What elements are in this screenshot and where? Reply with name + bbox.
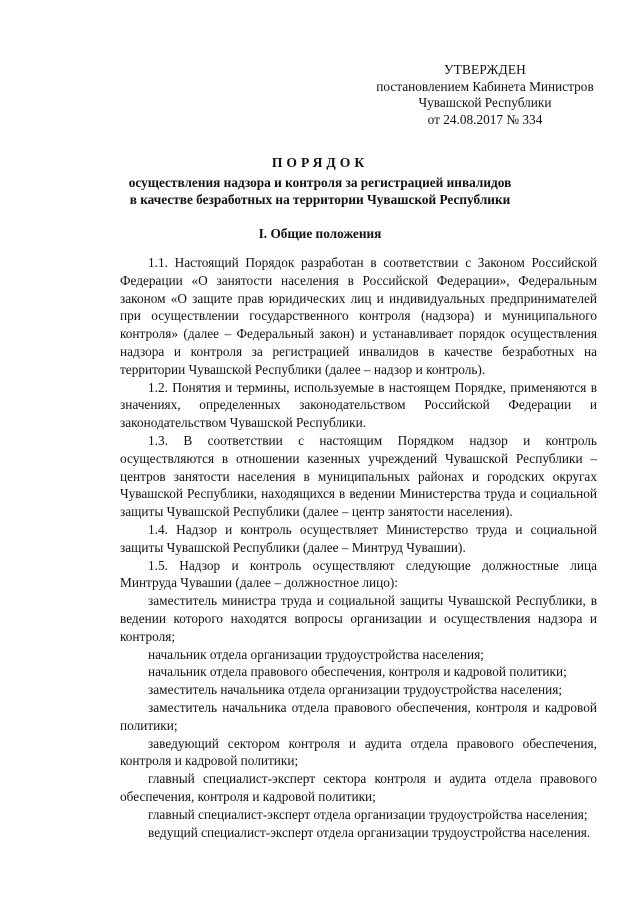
official-list-item: заместитель начальника отдела организации трудоустройства населения;: [148, 682, 563, 698]
official-list-item: начальник отдела правового обеспечения, контроля и кадровой политики;: [148, 664, 567, 680]
document-subtitle: [0, 174, 640, 208]
official-list-item: главный специалист-эксперт сектора контроля и аудита отдела правового обеспечения, контроля и кадровой политики;: [120, 771, 597, 804]
approval-title: УТВЕРЖДЕН: [444, 62, 526, 77]
section-heading: I. Общие положения: [258, 226, 382, 241]
approval-line-date-number: от 24.08.2017 № 334: [427, 111, 543, 127]
document-subtitle-line: осуществления надзора и контроля за регистрацией инвалидов: [128, 175, 512, 190]
approval-line-republic: Чувашской Республики: [418, 95, 552, 110]
document-subtitle-line: в качестве безработных на территории Чувашской Республики: [129, 192, 511, 207]
document-title: ПОРЯДОК: [271, 155, 369, 170]
approval-block: [360, 62, 610, 128]
paragraph-1-4: 1.4. Надзор и контроль осуществляет Министерство труда и социальной защиты Чувашской Республики (далее – Минтруд Чувашии).: [120, 521, 597, 555]
official-list-item: ведущий специалист-эксперт отдела организации трудоустройства населения.: [148, 824, 591, 840]
approval-line-authority: постановлением Кабинета Министров: [376, 78, 594, 94]
official-list-item: заведующий сектором контроля и аудита отдела правового обеспечения, контроля и кадровой политики;: [120, 735, 597, 769]
paragraph-1-5: 1.5. Надзор и контроль осуществляют следующие должностные лица Минтруда Чувашии (далее – должностное лицо):: [120, 557, 597, 591]
official-list-item: заместитель министра труда и социальной защиты Чувашской Республики, в ведении которого находятся вопросы организации и осуществления надзора и контроля;: [120, 593, 597, 644]
paragraph-1-1: 1.1. Настоящий Порядок разработан в соответствии с Законом Российской Федерации «О занятости населения в Российской Федерации», Федеральным законом «О защите прав юридических лиц и индивидуальных предпринимателей при осуществлении государственного контроля (надзора) и муниципального контроля» (далее – Федеральный закон) и устанавливает порядок осуществления надзора и контроля за регистрацией инвалидов в качестве безработных на территории Чувашской Республики (далее – надзор и контроль).: [120, 255, 597, 377]
official-list-item: начальник отдела организации трудоустройства населения;: [148, 646, 484, 662]
official-list-item: главный специалист-эксперт отдела организации трудоустройства населения;: [148, 806, 588, 822]
paragraph-1-2: 1.2. Понятия и термины, используемые в настоящем Порядке, применяются в значениях, определенных законодательством Российской Федерации и законодательством Чувашской Республики.: [120, 379, 597, 431]
official-list-item: заместитель начальника отдела правового обеспечения, контроля и кадровой политики;: [120, 699, 597, 733]
paragraph-1-3: 1.3. В соответствии с настоящим Порядком надзор и контроль осуществляются в отношении казенных учреждений Чувашской Республики – центров занятости населения в муниципальных районах и городских округах Чувашской Республики, находящихся в ведении Министерства труда и социальной защиты Чувашской Республики (далее – центр занятости населения).: [120, 432, 597, 520]
document-body: [120, 254, 597, 841]
